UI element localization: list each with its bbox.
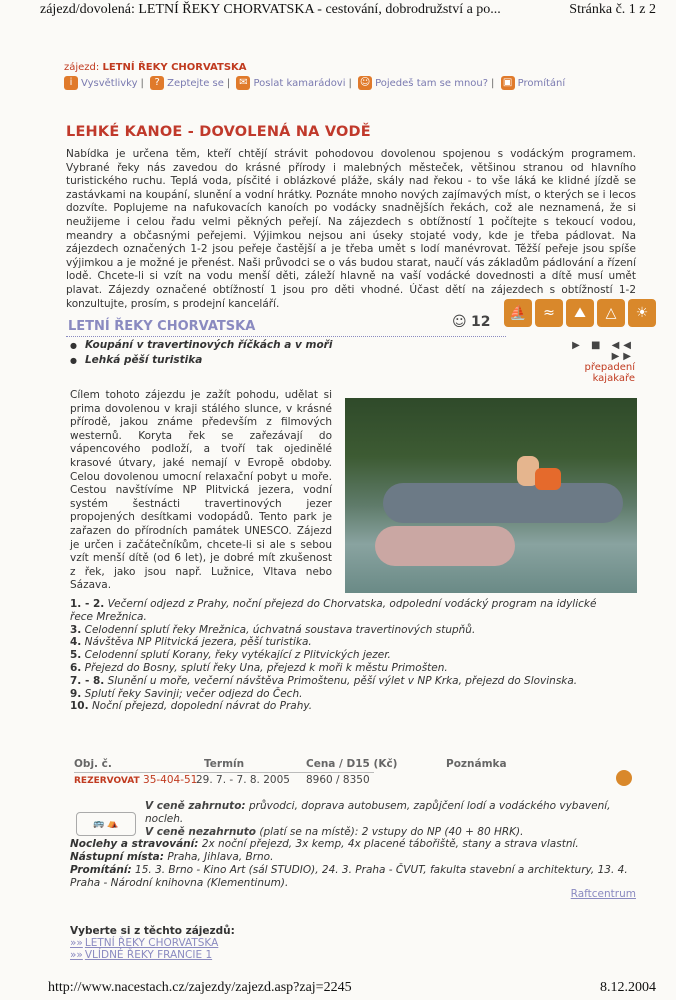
breadcrumb-name[interactable]: LETNÍ ŘEKY CHORVATSKA — [102, 62, 247, 73]
intro-text: Nabídka je určena těm, kteří chtějí strávit pohodovou dovolenou spojenou s vodáckým programem. Vybrané řeky nás zavedou do krásné přírody i malebných městeček, většinou stranou od hlavního turistického ruchu. Teplá voda, písčité i oblázkové pláže, skály nad řekou - to vše láká ke klidné jízdě se zastávkami na koupání, slunění a vodní hrátky. Poznáte mnoho nových zajímavých míst, o kterých se i lecos dozvíte. Poplujeme na nafukovacích kanoích po vodácky snadnějších řekách, což ale neznamená, že si neužijeme i celou řadu velmi pěkných peřejí. Na zájezdech s obtížností 1 počítejte s tekoucí vodou, meandry a občasnými peřejemi. Výjimkou nejsou ani úseky stojaté vody, kde je třeba pádlovat. Na zájezdech označených 1-2 jsou peřeje častější a je třeba umět s lodí manévrovat. Těžší peřeje jsou spíše výjimkou a je možné je přenést. Naši průvodci se o vás budou starat, naučí vás základům pádlování a řízení lodě. Chcete-li si vzít na vodu menší děti, záleží hlavně na vaší vodácké dovednosti a dítě musí umět plavat. Zájezdy označené obtížností 1 jsou pro děti vhodné. Účast dětí na zájezdech s obtížností 1-2 konzultujte, prosím, s prodejní kanceláří. — [66, 148, 636, 310]
included-text: průvodci, doprava autobusem, zapůjčení lodí a vodáckého vybavení, nocleh. — [145, 800, 611, 825]
col-date: Termín — [204, 758, 245, 770]
feature-item: ● Lehká pěší turistika — [70, 353, 332, 368]
extra-info — [70, 838, 635, 890]
intro-title: LEHKÉ KANOE - DOVOLENÁ NA VODĚ — [66, 124, 371, 140]
activity-icons — [504, 299, 656, 327]
itinerary — [70, 598, 610, 713]
question-icon: ? — [150, 76, 164, 90]
feature-list — [70, 338, 332, 368]
nights-label: Noclehy a stravování: — [70, 838, 199, 850]
title-divider — [66, 336, 506, 337]
pricing-info — [145, 800, 635, 839]
itinerary-item: 10. Noční přejezd, dopolední návrat do Prahy. — [70, 700, 313, 713]
related-tours — [70, 925, 235, 961]
info-icon: i — [64, 76, 78, 90]
camping-icon: △ — [597, 299, 625, 327]
page-number: Stránka č. 1 z 2 — [569, 2, 656, 17]
col-note: Poznámka — [446, 758, 507, 770]
cell-price: 8960 / 8350 — [306, 774, 370, 786]
feature-item: ● Koupání v travertinových říčkách a v moři — [70, 338, 332, 353]
print-header — [40, 0, 656, 22]
menu-item-explanations[interactable]: Vysvětlivky — [81, 78, 138, 89]
menu-item-screening[interactable]: Promítání — [517, 78, 566, 89]
rafting-photo — [345, 398, 637, 593]
print-title: zájezd/dovolená: LETNÍ ŘEKY CHORVATSKA - cestování, dobrodružství a po... — [40, 2, 501, 17]
swimming-icon: ≈ — [535, 299, 563, 327]
related-link[interactable]: »» LETNÍ ŘEKY CHORVATSKA — [70, 937, 235, 949]
breadcrumb — [64, 62, 247, 73]
itinerary-item: 7. - 8. Slunění u moře, večerní návštěva Primoštenu, pěší výlet v NP Krka, přejezd do Slovinska. — [70, 674, 578, 687]
print-date: 8.12.2004 — [600, 980, 656, 995]
media-controls[interactable]: ▶ ■ ◀◀ ▶▶ — [572, 340, 635, 362]
menu-item-send-friend[interactable]: Poslat kamarádovi — [253, 78, 346, 89]
print-footer — [48, 978, 656, 1000]
menu-item-ask[interactable]: Zeptejte se — [167, 78, 224, 89]
photo-boat-2 — [375, 526, 515, 566]
tour-menu: i Vysvětlivky | ? Zeptejte se | ✉ Poslat kamarádovi | ☺ Pojedeš tam se mnou? | ▣ Promítání — [64, 76, 565, 90]
projector-icon: ▣ — [501, 76, 515, 90]
tour-description: Cílem tohoto zájezdu je zažít pohodu, udělat si prima dovolenou v kraji stálého slunce, v krásné přírodě, jakou známe především z filmových westernů. Koryta řek se zařezávají do vápencového podloží, a tvoří tak ojedinělé krasové útvary, jaké nemají v Evropě obdoby. Celou dovolenou umocní relaxační pobyt u moře. Cestou navštívíme NP Plitvická jezera, vodní systém šestnácti travertinových jezer propojených desítkami vodopádů. Tento park je zařazen do přírodních památek UNESCO. Zájezd je určen i začátečníkům, chcete-li si ale s sebou vzít menší dítě (od 6 let), je dobré mít zkušenost z řek, jako jsou např. Lužnice, Vltava nebo Sázava. — [70, 389, 332, 592]
col-order: Obj. č. — [74, 758, 112, 770]
screening-text: 15. 3. Brno - Kino Art (sál STUDIO), 24. 3. Praha - ČVUT, fakulta stavební a architektury, 13. 4. Praha - Národní knihovna (Klementinum). — [70, 864, 628, 889]
related-title: Vyberte si z těchto zájezdů: — [70, 925, 235, 937]
itinerary-item: 6. Přejezd do Bosny, splutí řeky Una, přejezd k moři k městu Primošten. — [70, 661, 448, 674]
tour-title: LETNÍ ŘEKY CHORVATSKA — [68, 319, 256, 334]
reserve-badge[interactable]: REZERVOVAT — [74, 776, 140, 786]
itinerary-item: 5. Celodenní splutí Korany, řeky vytékající z Plitvických jezer. — [70, 649, 391, 662]
itinerary-item: 3. Celodenní splutí řeky Mrežnica, úchvatná soustava travertinových stupňů. — [70, 623, 476, 636]
page-url: http://www.nacestach.cz/zajezdy/zajezd.asp?zaj=2245 — [48, 980, 352, 995]
excluded-text: (platí se na místě): 2 vstupy do NP (40 + 80 HRK). — [259, 826, 524, 838]
related-link[interactable]: »» VLÍDNÉ ŘEKY FRANCIE 1 — [70, 949, 235, 961]
table-header — [74, 758, 634, 772]
raftcentrum-link[interactable]: Raftcentrum — [570, 888, 636, 900]
boarding-label: Nástupní místa: — [70, 851, 164, 863]
nights-text: 2x noční přejezd, 3x kemp, 4x placené tábořiště, stany a strava vlastní. — [201, 838, 579, 850]
cell-date: 29. 7. - 7. 8. 2005 — [196, 774, 290, 786]
col-price: Cena / D15 (Kč) — [306, 758, 398, 770]
bus-tent-icon: 🚌 ⛺ — [76, 812, 136, 836]
table-row — [74, 774, 634, 790]
difficulty-value: 12 — [471, 314, 491, 330]
photo-boat — [383, 483, 623, 523]
sun-icon: ☀ — [628, 299, 656, 327]
order-number: 35-404-51 — [143, 774, 198, 786]
dates-table — [74, 758, 634, 788]
menu-item-come-with-me[interactable]: Pojedeš tam se mnou? — [375, 78, 489, 89]
included-label: V ceně zahrnuto: — [145, 800, 246, 812]
photo-lifejacket — [535, 468, 561, 490]
breadcrumb-prefix: zájezd: — [64, 62, 100, 73]
canoe-icon: ⛵ — [504, 299, 532, 327]
hiking-icon: ⛰ — [566, 299, 594, 327]
boarding-text: Praha, Jihlava, Brno. — [167, 851, 274, 863]
people-icon: ☺ — [359, 77, 371, 88]
difficulty-indicator: ☺ 12 — [452, 314, 491, 330]
envelope-icon: ✉ — [236, 76, 250, 90]
settings-icon[interactable] — [616, 770, 632, 786]
itinerary-item: 9. Splutí řeky Savinji; večer odjezd do Čech. — [70, 687, 303, 700]
media-player — [555, 340, 635, 384]
itinerary-item: 1. - 2. Večerní odjezd z Prahy, noční přejezd do Chorvatska, odpolední vodácký program na idylické řece Mrežnica. — [70, 598, 597, 623]
media-caption[interactable]: přepadení kajakaře — [584, 362, 635, 384]
excluded-label: V ceně nezahrnuto — [145, 826, 257, 838]
itinerary-item: 4. Návštěva NP Plitvická jezera, pěší turistika. — [70, 636, 312, 649]
screening-label: Promítání: — [70, 864, 132, 876]
